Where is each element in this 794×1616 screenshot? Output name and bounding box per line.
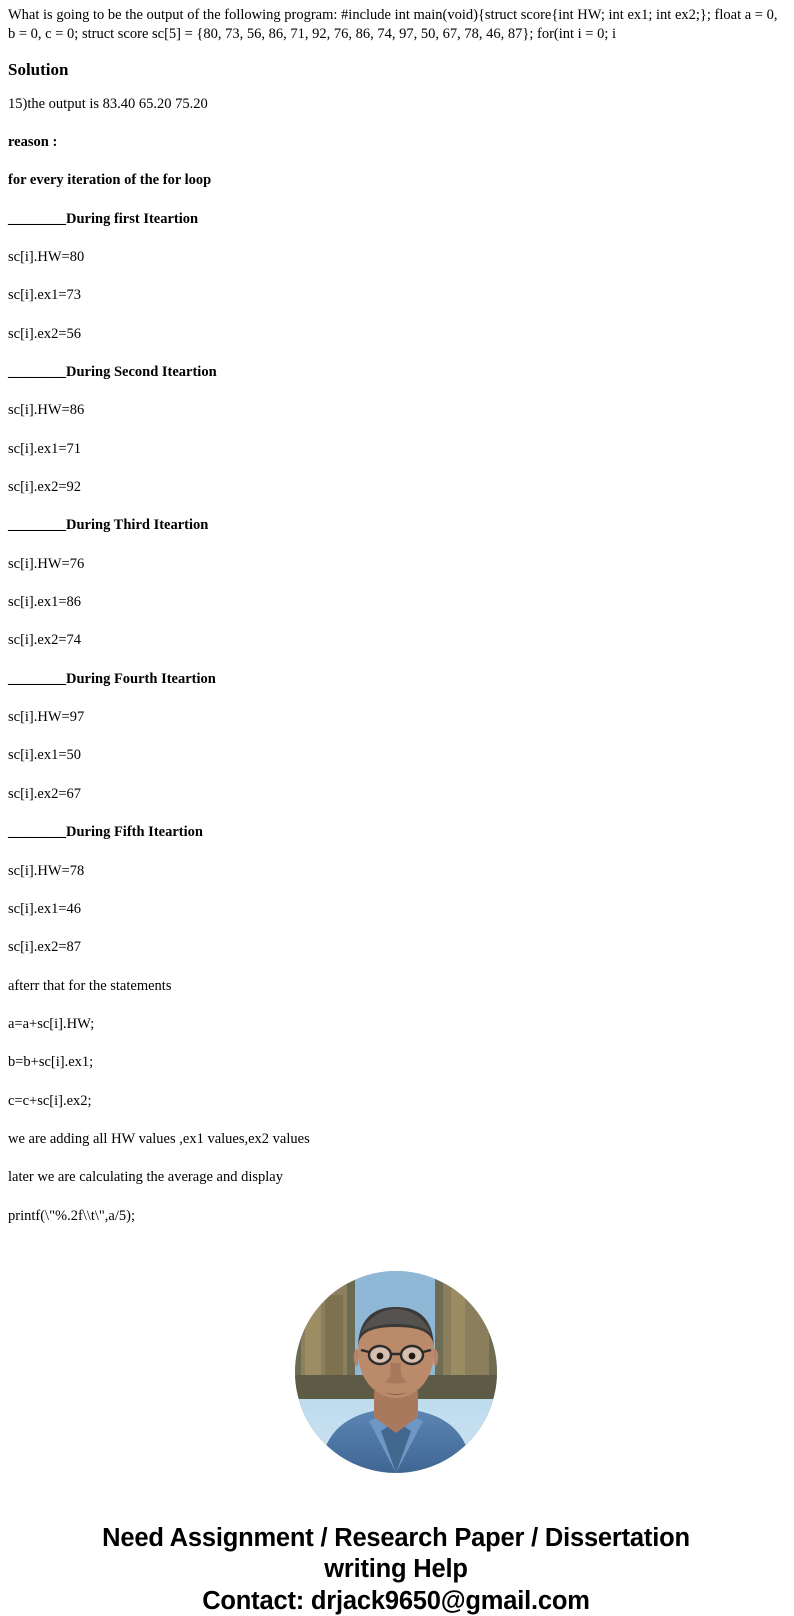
solution-line (8, 210, 784, 229)
solution-line (8, 1168, 784, 1187)
line-text: sc[i].ex1=50 (8, 747, 82, 764)
line-text: b=b+sc[i].ex1; (8, 1054, 94, 1071)
line-text: sc[i].ex1=73 (8, 287, 82, 304)
line-text: During Fourth Iteartion (66, 670, 216, 687)
solution-line (8, 708, 784, 727)
line-text: reason : (8, 133, 58, 150)
footer-line-2: writing Help (324, 1554, 468, 1583)
solution-line (8, 325, 784, 344)
solution-line (8, 938, 784, 957)
line-text: 15)the output is 83.40 65.20 75.20 (8, 95, 208, 112)
footer-line-1: Need Assignment / Research Paper / Dissertation (102, 1524, 690, 1553)
solution-line (8, 1207, 784, 1226)
solution-line (8, 670, 784, 689)
line-text: sc[i].ex2=56 (8, 325, 82, 342)
solution-line (8, 555, 784, 574)
solution-line (8, 248, 784, 267)
line-text: for every iteration of the for loop (8, 172, 212, 189)
solution-line (8, 171, 784, 190)
solution-line (8, 478, 784, 497)
solution-line (8, 440, 784, 459)
line-text: During Second Iteartion (66, 364, 217, 381)
line-text: later we are calculating the average and display (8, 1169, 283, 1186)
solution-line (8, 823, 784, 842)
line-text: sc[i].HW=97 (8, 709, 85, 726)
solution-line (8, 286, 784, 305)
question-text: What is going to be the output of the following program: #include int main(void){struct score{int HW; int ex1; int ex2;}; float a = 0, b = 0, c = 0; struct score sc[5] = {80, 73, 56, 86, 71, 92, 76, 86, 74, 97, 50, 67, 78, 46, 87}; for(int i = 0; i (8, 7, 778, 43)
line-text: sc[i].HW=76 (8, 555, 85, 572)
solution-line (8, 746, 784, 765)
line-text: sc[i].ex1=71 (8, 440, 82, 457)
solution-line (8, 1053, 784, 1072)
solution-line (8, 401, 784, 420)
page-title: Solution (8, 60, 69, 80)
line-text: sc[i].ex2=74 (8, 632, 82, 649)
solution-line (8, 516, 784, 535)
line-lead-rule: ________ (8, 210, 66, 227)
footer-contact: Contact: drjack9650@gmail.com (202, 1586, 590, 1615)
line-text: During Third Iteartion (66, 517, 209, 534)
avatar-wrapper (8, 1271, 784, 1473)
solution-line (8, 977, 784, 996)
avatar (295, 1271, 497, 1473)
line-text: sc[i].HW=78 (8, 862, 85, 879)
line-lead-rule: ________ (8, 670, 66, 687)
solution-line (8, 1130, 784, 1149)
line-text: sc[i].ex2=92 (8, 479, 82, 496)
line-text: sc[i].HW=80 (8, 249, 85, 266)
solution-line (8, 1015, 784, 1034)
line-text: sc[i].ex2=67 (8, 785, 82, 802)
solution-line (8, 1092, 784, 1111)
line-lead-rule: ________ (8, 364, 66, 381)
line-text: c=c+sc[i].ex2; (8, 1092, 92, 1109)
line-text: sc[i].ex1=46 (8, 900, 82, 917)
line-lead-rule: ________ (8, 517, 66, 534)
solution-line (8, 862, 784, 881)
solution-line (8, 95, 784, 114)
line-text: afterr that for the statements (8, 977, 172, 994)
line-text: a=a+sc[i].HW; (8, 1015, 95, 1032)
line-text: printf(\"%.2f\\t\",a/5); (8, 1207, 136, 1224)
line-text: sc[i].ex2=87 (8, 939, 82, 956)
solution-body (8, 95, 784, 1226)
solution-line (8, 631, 784, 650)
solution-line (8, 900, 784, 919)
line-text: During Fifth Iteartion (66, 824, 203, 841)
solution-line (8, 363, 784, 382)
line-text: During first Iteartion (66, 210, 199, 227)
footer-promo (8, 1523, 784, 1615)
line-text: we are adding all HW values ,ex1 values,ex2 values (8, 1130, 310, 1147)
solution-line (8, 133, 784, 152)
line-text: sc[i].ex1=86 (8, 594, 82, 611)
solution-line (8, 785, 784, 804)
solution-line (8, 593, 784, 612)
line-lead-rule: ________ (8, 824, 66, 841)
line-text: sc[i].HW=86 (8, 402, 85, 419)
